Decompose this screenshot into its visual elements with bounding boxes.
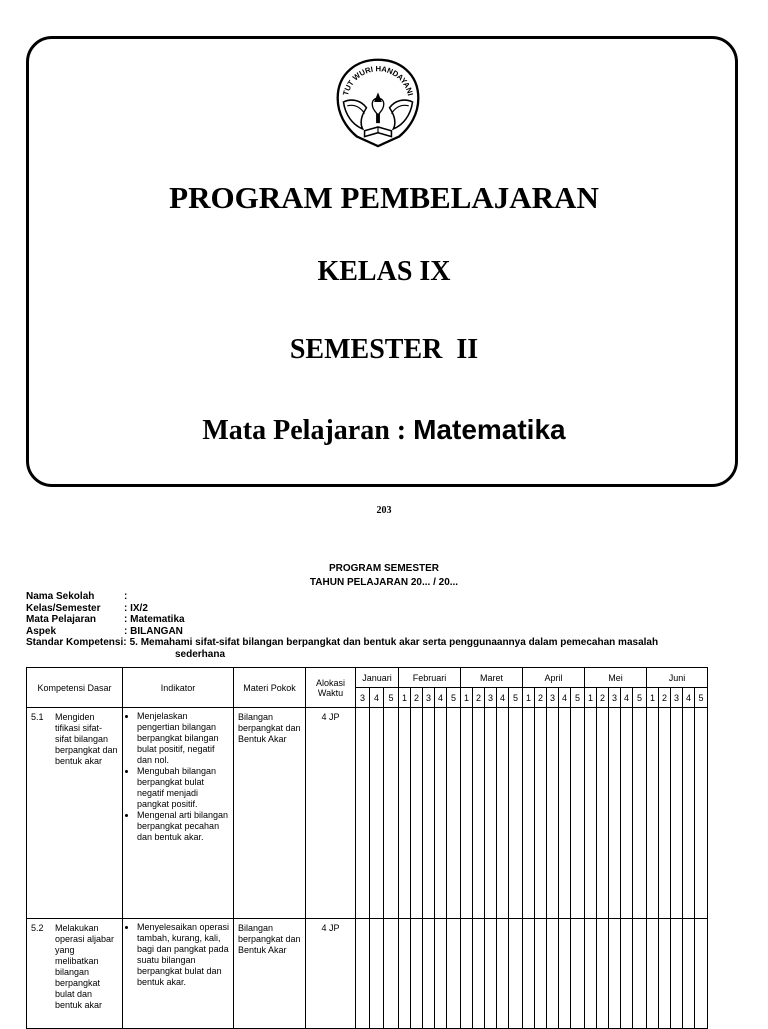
week-slot: [597, 708, 609, 919]
table-row: [27, 708, 708, 919]
week-slot: [461, 708, 473, 919]
week-cell: 1: [523, 688, 535, 708]
header-indikator: Indikator: [123, 668, 234, 708]
cover-mapel-label: Mata Pelajaran :: [202, 415, 407, 446]
week-slot: [399, 708, 411, 919]
week-slot: [435, 919, 447, 1029]
week-cell: 5: [509, 688, 523, 708]
week-slot: [523, 919, 535, 1029]
week-slot: [384, 919, 399, 1029]
week-slot: [659, 919, 671, 1029]
week-slot: [633, 708, 647, 919]
week-slot: [621, 708, 633, 919]
materi-cell: Bilangan berpangkat dan Bentuk Akar: [234, 708, 306, 919]
week-slot: [547, 919, 559, 1029]
info-label: Aspek: [26, 625, 57, 637]
indikator-item: • Menjelaskan pengertian bilangan berpangkat bilangan bulat positif, negatif dan nol.: [137, 711, 231, 766]
info-value: : Matematika: [124, 614, 185, 625]
week-slot: [370, 919, 384, 1029]
alokasi-cell: 4 JP: [306, 708, 356, 919]
sk-value: 5. Memahami sifat-sifat bilangan berpangkat dan bentuk akar serta penggunaannya dalam pemecahan masalah: [129, 637, 659, 648]
week-slot: [461, 919, 473, 1029]
week-slot: [695, 708, 708, 919]
cover-semester: SEMESTER II: [289, 334, 479, 365]
week-slot: [497, 708, 509, 919]
week-slot: [356, 708, 370, 919]
info-value: : BILANGAN: [124, 625, 183, 637]
week-slot: [633, 919, 647, 1029]
kd-text: Mengiden tifikasi sifat-sifat bilangan berpangkat dan bentuk akar: [55, 712, 118, 766]
week-slot: [399, 919, 411, 1029]
week-cell: 5: [384, 688, 399, 708]
week-slot: [547, 708, 559, 919]
indikator-item: • Menyelesaikan operasi tambah, kurang, kali, bagi dan pangkat pada suatu bilangan berpangkat bulat dan bentuk akar.: [137, 922, 231, 988]
week-cell: 1: [585, 688, 597, 708]
week-cell: 4: [497, 688, 509, 708]
indikator-cell: [123, 919, 234, 1029]
month-header: Juni: [647, 668, 708, 688]
week-cell: 3: [671, 688, 683, 708]
week-cell: 4: [435, 688, 447, 708]
kd-cell: [27, 919, 123, 1029]
week-slot: [370, 708, 384, 919]
tut-wuri-handayani-logo: [330, 54, 426, 150]
week-cell: 4: [559, 688, 571, 708]
week-cell: 5: [633, 688, 647, 708]
info-value: :: [124, 591, 128, 602]
week-slot: [356, 919, 370, 1029]
materi-cell: Bilangan berpangkat dan Bentuk Akar: [234, 919, 306, 1029]
standar-kompetensi: [26, 637, 658, 649]
week-slot: [535, 919, 547, 1029]
week-slot: [659, 708, 671, 919]
kd-cell: [27, 708, 123, 919]
page-number: 203: [376, 505, 392, 516]
week-slot: [671, 919, 683, 1029]
week-slot: [621, 919, 633, 1029]
week-slot: [683, 919, 695, 1029]
info-row: [26, 603, 658, 615]
week-cell: 5: [571, 688, 585, 708]
week-slot: [609, 919, 621, 1029]
month-header: Maret: [461, 668, 523, 688]
header-row: [27, 668, 708, 688]
week-slot: [485, 708, 497, 919]
month-header: April: [523, 668, 585, 688]
header-materi: Materi Pokok: [234, 668, 306, 708]
program-info: [26, 591, 658, 660]
week-slot: [447, 919, 461, 1029]
schedule-table: [26, 667, 708, 1029]
cover-kelas: KELAS IX: [317, 256, 451, 287]
week-cell: 4: [370, 688, 384, 708]
week-cell: 3: [547, 688, 559, 708]
week-slot: [411, 708, 423, 919]
week-slot: [473, 708, 485, 919]
week-slot: [571, 919, 585, 1029]
week-slot: [384, 708, 399, 919]
week-cell: 2: [473, 688, 485, 708]
week-cell: 1: [647, 688, 659, 708]
month-header: Mei: [585, 668, 647, 688]
week-cell: 3: [423, 688, 435, 708]
cover-mapel: [0, 414, 768, 447]
week-cell: 1: [399, 688, 411, 708]
week-cell: 2: [597, 688, 609, 708]
kd-number: 5.2: [31, 923, 44, 933]
week-slot: [509, 708, 523, 919]
week-cell: 3: [485, 688, 497, 708]
svg-text:TUT WURI HANDAYANI: TUT WURI HANDAYANI: [341, 64, 415, 97]
week-cell: 5: [695, 688, 708, 708]
week-slot: [523, 708, 535, 919]
week-slot: [597, 919, 609, 1029]
week-slot: [571, 708, 585, 919]
kd-text: Melakukan operasi aljabar yang melibatkan bilangan berpangkat bulat dan bentuk akar: [55, 923, 115, 1010]
program-title: PROGRAM SEMESTER: [328, 563, 439, 574]
week-slot: [435, 708, 447, 919]
header-kd: Kompetensi Dasar: [27, 668, 123, 708]
week-slot: [585, 919, 597, 1029]
alokasi-cell: 4 JP: [306, 919, 356, 1029]
kd-number: 5.1: [31, 712, 44, 722]
week-cell: 1: [461, 688, 473, 708]
week-slot: [559, 708, 571, 919]
week-slot: [585, 708, 597, 919]
week-slot: [671, 708, 683, 919]
week-slot: [559, 919, 571, 1029]
week-slot: [509, 919, 523, 1029]
week-cell: 5: [447, 688, 461, 708]
info-row: [26, 614, 658, 626]
week-slot: [411, 919, 423, 1029]
week-slot: [423, 708, 435, 919]
week-slot: [535, 708, 547, 919]
table-row: [27, 919, 708, 1029]
week-slot: [695, 919, 708, 1029]
week-cell: 2: [411, 688, 423, 708]
week-cell: 2: [535, 688, 547, 708]
week-cell: 2: [659, 688, 671, 708]
info-value: : IX/2: [124, 602, 148, 614]
program-year: TAHUN PELAJARAN 20... / 20...: [309, 577, 459, 588]
info-row: [26, 626, 658, 638]
week-slot: [423, 919, 435, 1029]
indikator-cell: [123, 708, 234, 919]
week-slot: [647, 919, 659, 1029]
week-slot: [447, 708, 461, 919]
week-slot: [485, 919, 497, 1029]
week-cell: 3: [356, 688, 370, 708]
week-cell: 3: [609, 688, 621, 708]
info-label: Nama Sekolah: [26, 591, 95, 602]
month-header: Januari: [356, 668, 399, 688]
info-row: [26, 591, 658, 603]
info-label: Kelas/Semester: [26, 602, 101, 614]
week-slot: [683, 708, 695, 919]
sk-label: Standar Kompetensi:: [26, 637, 127, 648]
cover-mapel-value: Matematika: [413, 414, 566, 445]
info-label: Mata Pelajaran: [26, 614, 97, 625]
month-header: Februari: [399, 668, 461, 688]
indikator-item: • Mengubah bilangan berpangkat bulat negatif menjadi pangkat positif.: [137, 766, 231, 810]
week-slot: [473, 919, 485, 1029]
cover-title: PROGRAM PEMBELAJARAN: [169, 180, 599, 215]
week-slot: [647, 708, 659, 919]
header-alokasi: Alokasi Waktu: [306, 668, 356, 708]
week-slot: [609, 708, 621, 919]
week-cell: 4: [621, 688, 633, 708]
indikator-item: • Mengenal arti bilangan berpangkat pecahan dan bentuk akar.: [137, 810, 231, 843]
sk-value-cont: sederhana: [175, 648, 226, 660]
week-cell: 4: [683, 688, 695, 708]
week-slot: [497, 919, 509, 1029]
